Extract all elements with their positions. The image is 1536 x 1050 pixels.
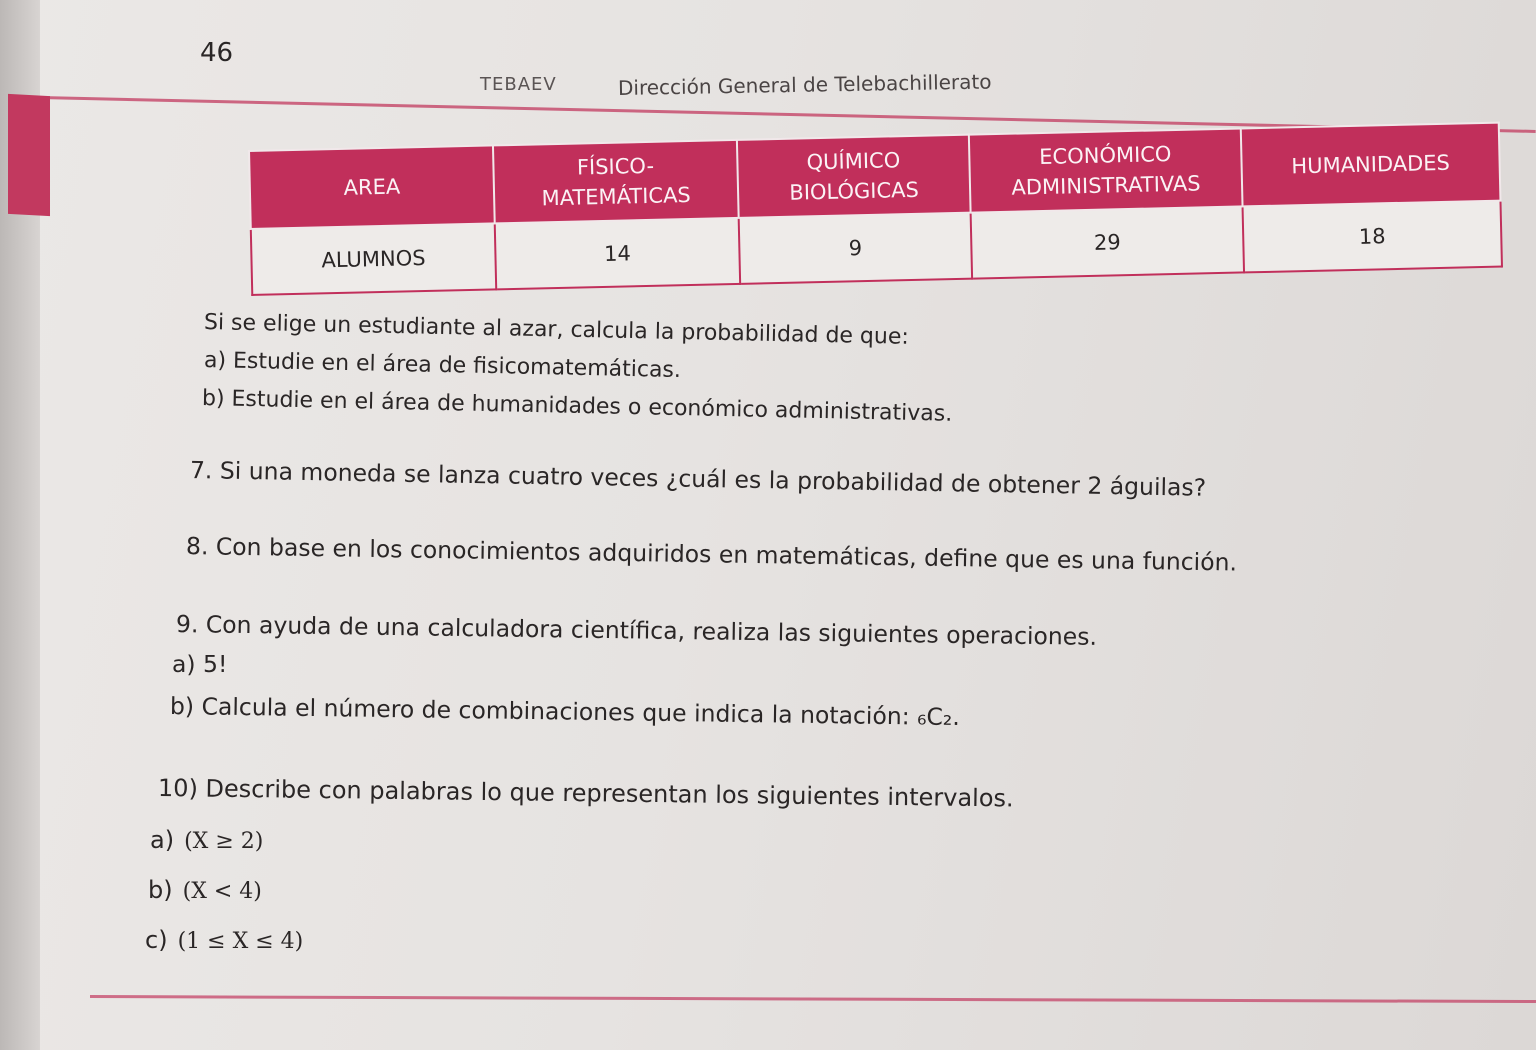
interval-item bbox=[145, 926, 303, 954]
interval-label: c) bbox=[145, 926, 168, 954]
page-number: 46 bbox=[200, 38, 234, 68]
question6-item-a: a) Estudie en el área de fisicomatemáticas. bbox=[203, 348, 682, 383]
question8: 8. Con base en los conocimientos adquiridos en matemáticas, define que es una función. bbox=[185, 532, 1238, 577]
interval-item bbox=[148, 876, 262, 904]
header-cell-fisico-matematicas: FÍSICO- MATEMÁTICAS bbox=[493, 140, 739, 224]
question9-item-a: a) 5! bbox=[172, 650, 228, 678]
cell-fisico-matematicas: 14 bbox=[495, 218, 740, 290]
interval-label: a) bbox=[150, 826, 175, 854]
row-label-alumnos: ALUMNOS bbox=[251, 223, 496, 295]
header-cell-humanidades: HUMANIDADES bbox=[1241, 123, 1501, 207]
cell-humanidades: 18 bbox=[1243, 201, 1502, 273]
header-cell-economico-administrativas: ECONÓMICO ADMINISTRATIVAS bbox=[969, 128, 1243, 212]
students-by-area-table bbox=[248, 122, 1503, 296]
question9: 9. Con ayuda de una calculadora científica, realiza las siguientes operaciones. bbox=[175, 610, 1098, 651]
header-title: Dirección General de Telebachillerato bbox=[617, 69, 992, 100]
question6-item-b: b) Estudie en el área de humanidades o económico administrativas. bbox=[201, 386, 953, 427]
question7: 7. Si una moneda se lanza cuatro veces ¿cuál es la probabilidad de obtener 2 águilas? bbox=[189, 456, 1207, 502]
header-institution: TEBAEV bbox=[480, 74, 557, 95]
interval-expression: (1 ≤ X ≤ 4) bbox=[177, 929, 304, 954]
chapter-tab-marker bbox=[8, 94, 50, 216]
question9-item-b: b) Calcula el número de combinaciones que indica la notación: ₆C₂. bbox=[169, 692, 961, 732]
cell-quimico-biologicas: 9 bbox=[739, 213, 972, 284]
question6-intro: Si se elige un estudiante al azar, calcula la probabilidad de que: bbox=[203, 310, 910, 350]
interval-label: b) bbox=[148, 876, 173, 904]
footer-divider bbox=[90, 995, 1536, 1003]
header-cell-quimico-biologicas: QUÍMICO BIOLÓGICAS bbox=[737, 135, 971, 218]
interval-expression: (X ≥ 2) bbox=[184, 829, 264, 854]
header-cell-area: AREA bbox=[249, 145, 495, 229]
interval-item bbox=[150, 826, 263, 854]
question10: 10) Describe con palabras lo que representan los siguientes intervalos. bbox=[157, 774, 1014, 813]
cell-economico-administrativas: 29 bbox=[971, 206, 1244, 278]
interval-expression: (X < 4) bbox=[182, 879, 262, 904]
